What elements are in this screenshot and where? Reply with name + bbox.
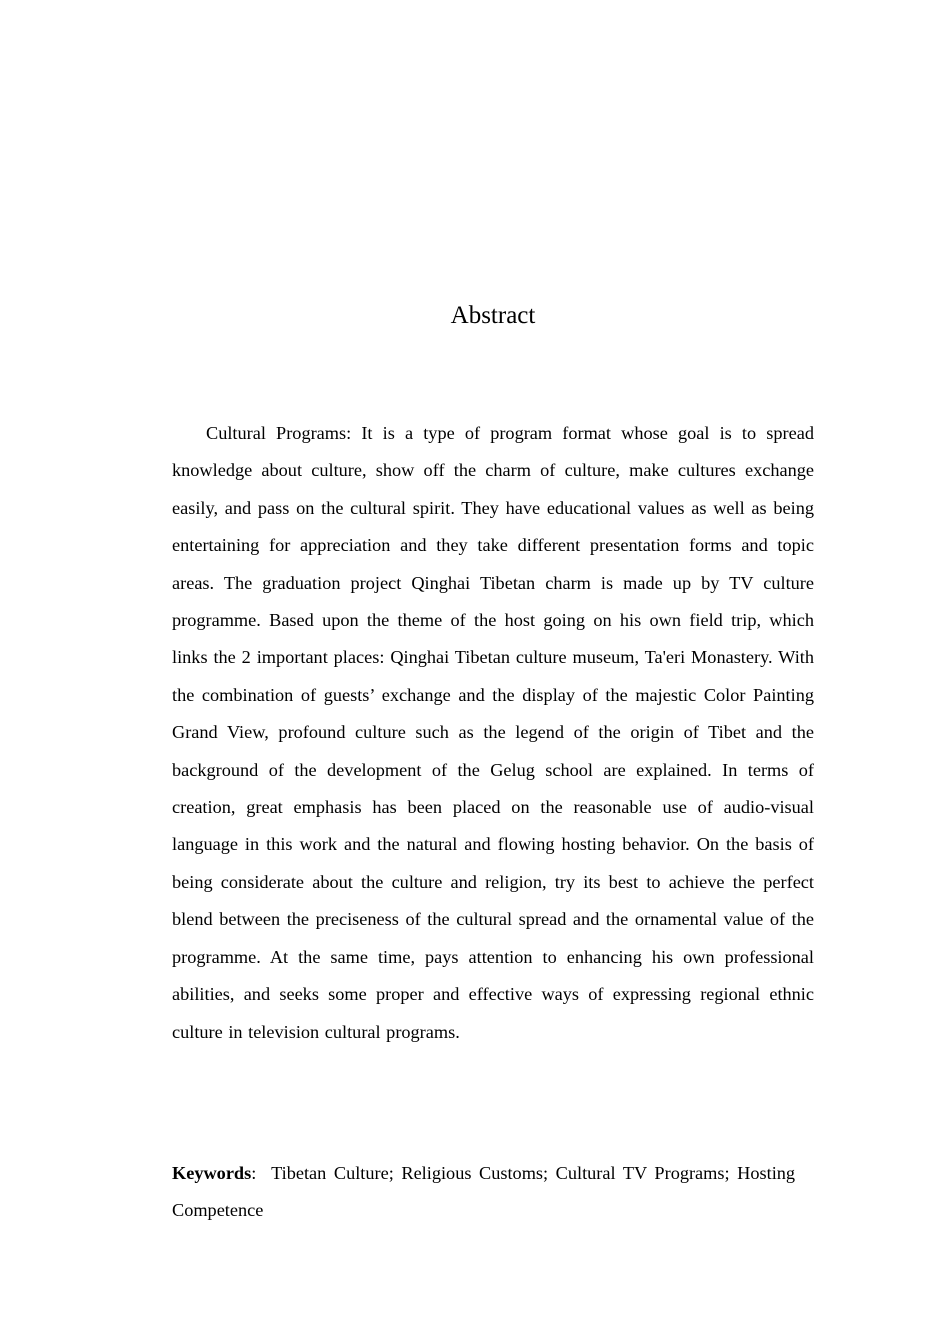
- keywords-label: Keywords: [172, 1163, 252, 1183]
- keywords-value: Tibetan Culture; Religious Customs; Cultural TV Programs; Hosting Competence: [172, 1163, 796, 1221]
- abstract-title: Abstract: [450, 302, 536, 329]
- abstract-body: Cultural Programs: It is a type of program format whose goal is to spread knowledge about culture, show off the charm of culture, make cultures exchange easily, and pass on the cultural spirit. They have educational values as well as being entertaining for appreciation and they take different presentation forms and topic areas. The graduation project Qinghai Tibetan charm is made up by TV culture programme. Based upon the theme of the host going on his own field trip, which links the 2 important places: Qinghai Tibetan culture museum, Ta'eri Monastery. With the combination of guests’ exchange and the display of the majestic Color Painting Grand View, profound culture such as the legend of the origin of Tibet and the background of the development of the Gelug school are explained. In terms of creation, great emphasis has been placed on the reasonable use of audio-visual language in this work and the natural and flowing hosting behavior. On the basis of being considerate about the culture and religion, try its best to achieve the perfect blend between the preciseness of the cultural spread and the ornamental value of the programme. At the same time, pays attention to enhancing his own professional abilities, and seeks some proper and effective ways of expressing regional ethnic culture in television cultural programs.: [172, 423, 814, 1042]
- keywords-separator: :: [251, 1163, 257, 1183]
- keywords-line: [172, 1155, 814, 1230]
